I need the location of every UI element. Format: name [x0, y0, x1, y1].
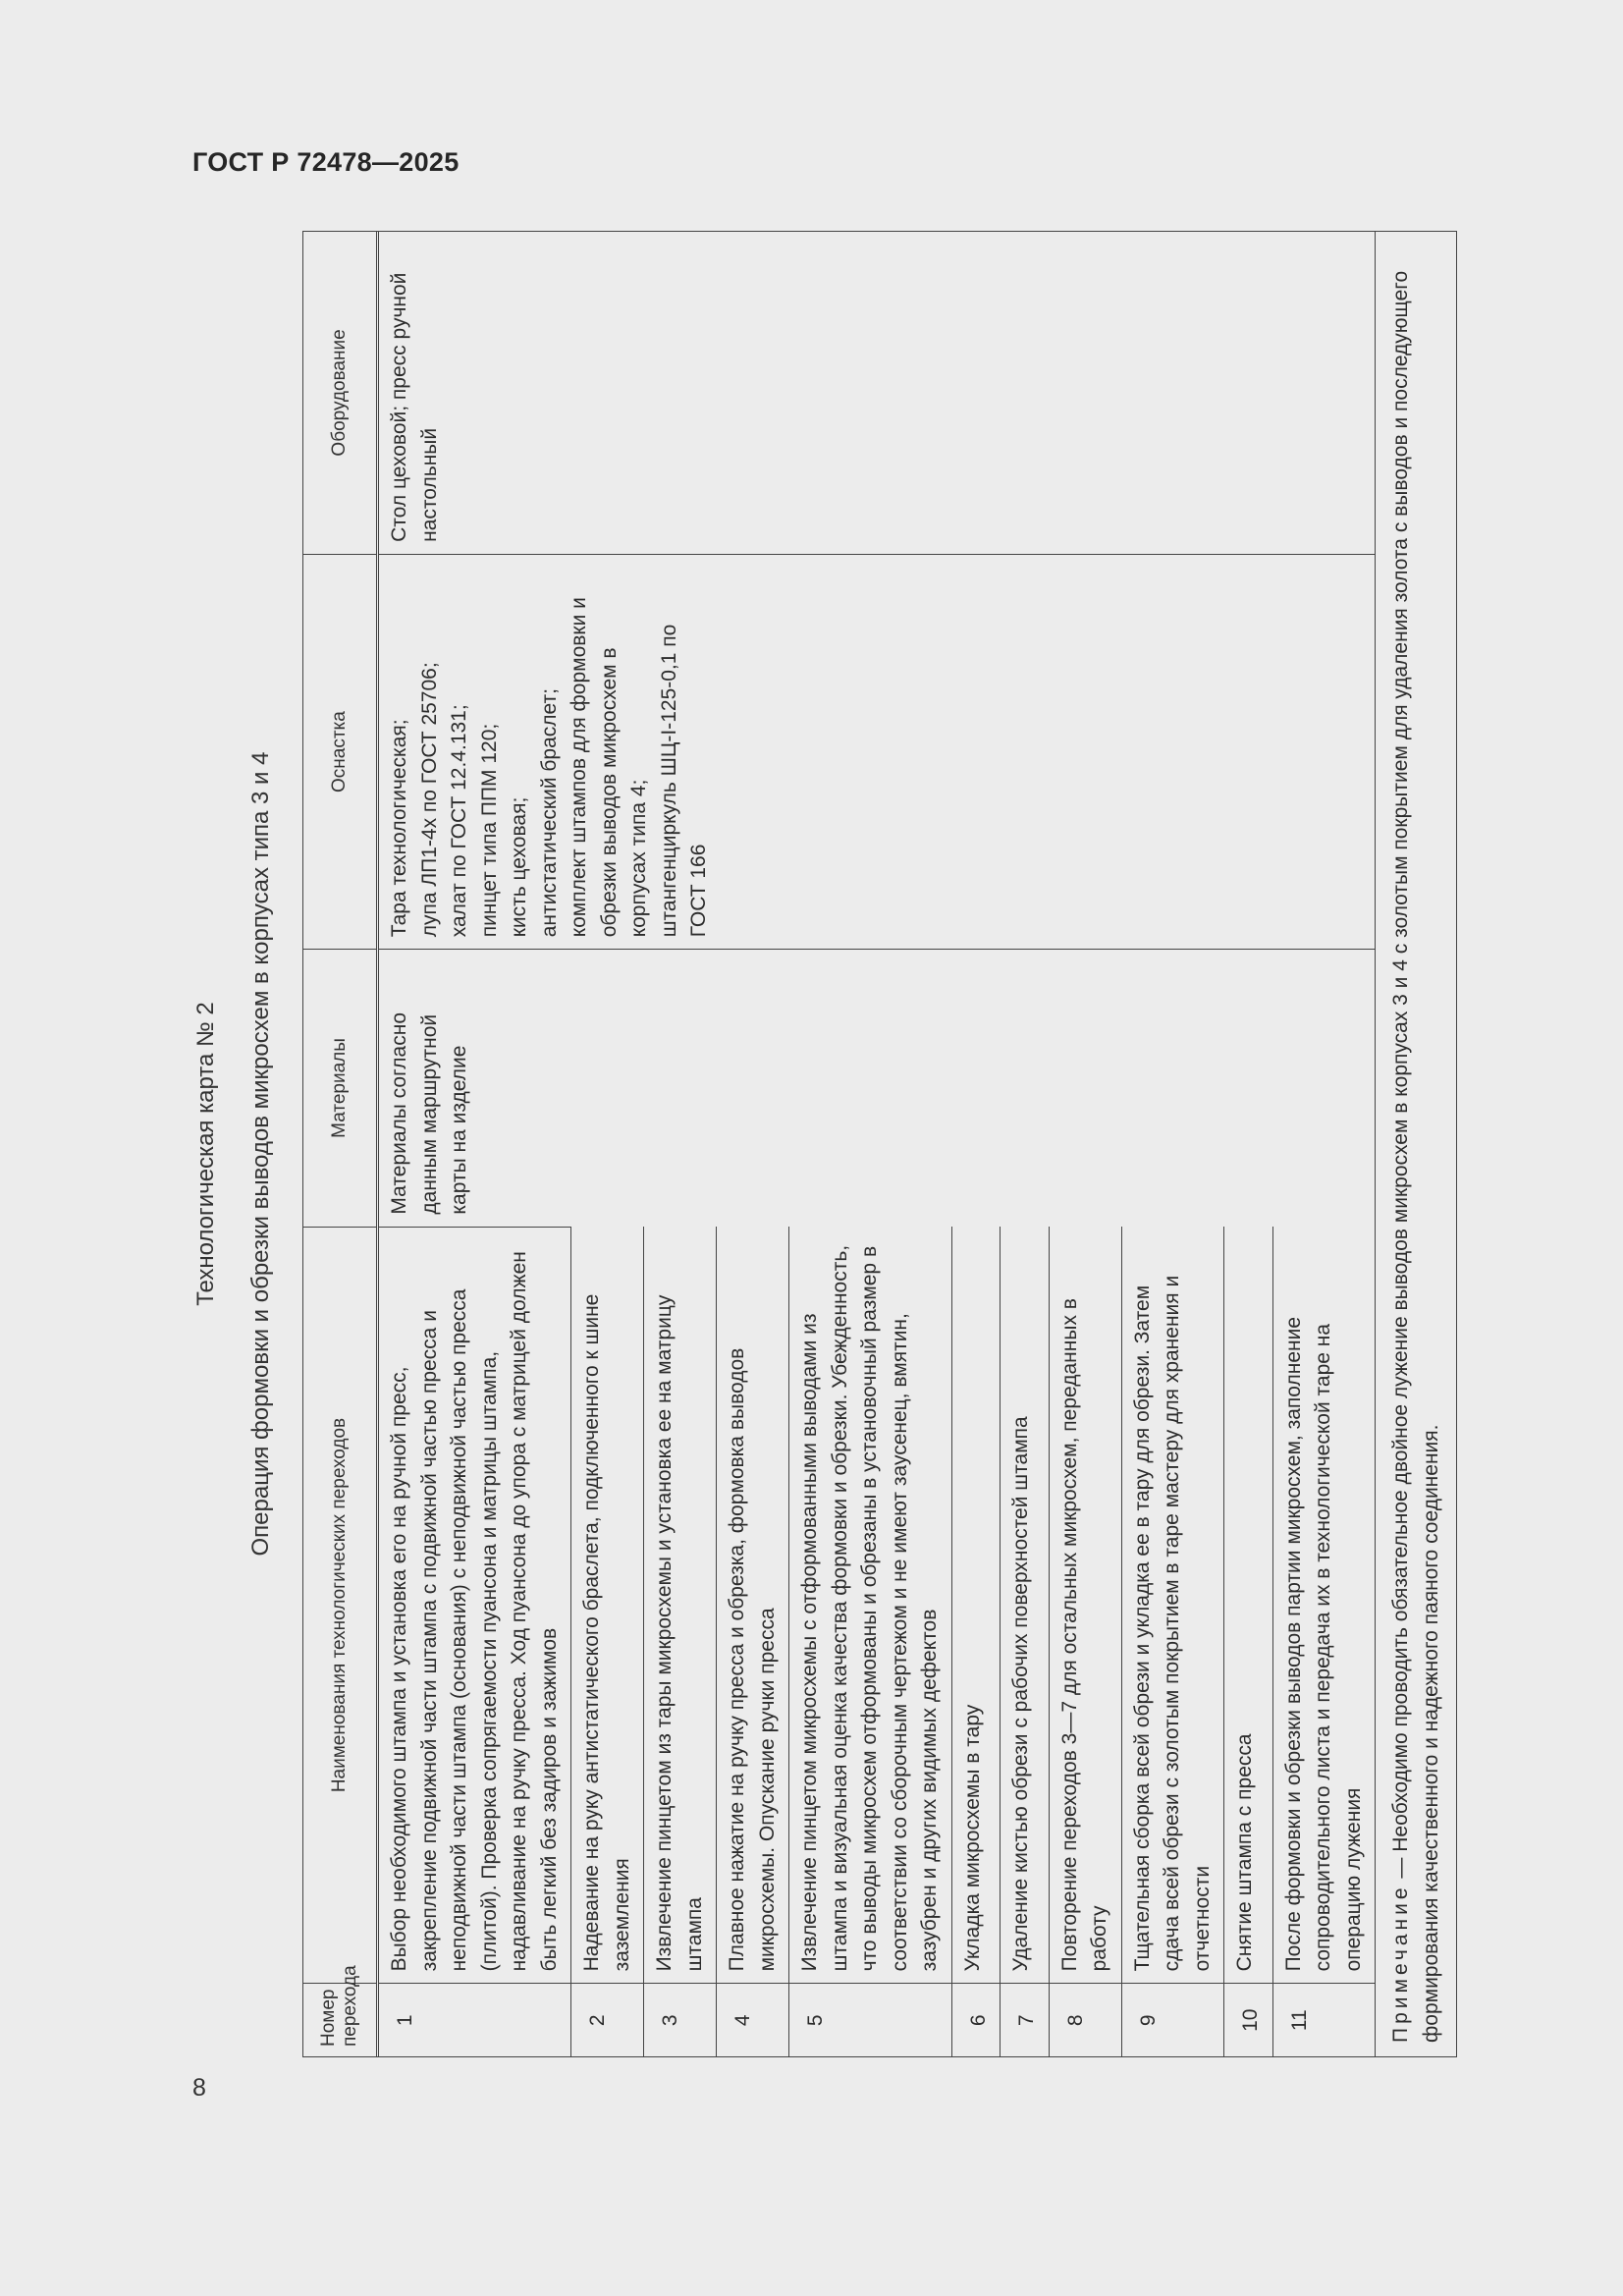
table-body [378, 232, 1376, 2056]
row-number: 3 [644, 1984, 717, 2056]
materials-cell: Материалы согласно данным маршрутной карты на изделие [378, 950, 1376, 1227]
tooling-item: пинцет типа ППМ 120; [477, 723, 501, 938]
tooling-item: антистатический браслет; [537, 688, 561, 938]
col-header-name: Наименования технологических переходов [303, 1227, 378, 1984]
tooling-item: комплект штампов для формовки и обрезки выводов микросхем в корпусах типа 4; [568, 597, 650, 938]
col-header-tooling: Оснастка [303, 554, 378, 949]
row-number: 5 [789, 1984, 952, 2056]
row-number: 11 [1272, 1984, 1376, 2056]
tooling-cell [378, 554, 1376, 949]
row-number: 6 [951, 1984, 1001, 2056]
transition-text: Выбор необходимого штампа и установка его на ручной пресс, закрепление подвижной части штампа с подвижной частью пресса и неподвижной части штампа (основания) с неподвижной частью пресса (плитой). Проверка сопрягаемости пуансона и матрицы штампа, надавливание на ручку пресса. Ход пуансона до упора с матрицей должен быть легкий без задиров и зажимов [378, 1227, 571, 1984]
table-header-row [303, 232, 378, 2056]
tooling-item: штангенциркуль ШЦ-I-125-0,1 по ГОСТ 166 [657, 624, 710, 938]
row-number: 1 [378, 1984, 571, 2056]
tooling-item: кисть цеховая; [508, 796, 530, 938]
col-header-materials: Материалы [303, 950, 378, 1227]
tooling-item: лупа ЛП1-4х по ГОСТ 25706; [417, 662, 441, 938]
transition-text: Извлечение пинцетом микросхемы с отформованными выводами из штампа и визуальная оценка качества формовки и обрезки. Убежденность, что выводы микросхем отформованы и обрезаны в установочный размер в соответствии со сборочным чертежом и не имеют заусенец, вмятин, зазубрен и других видимых дефектов [789, 1227, 952, 1984]
row-number: 2 [571, 1984, 644, 2056]
card-title: Технологическая карта № 2 [192, 1002, 219, 1306]
process-table [302, 231, 1457, 2057]
row-number: 9 [1121, 1984, 1224, 2056]
col-header-num: Номер перехода [303, 1984, 378, 2056]
note-label: Примечание [1389, 1884, 1412, 2043]
transition-text: Тщательная сборка всей обрези и укладка ее в тару для обрези. Затем сдача всей обрези с золотым покрытием в таре мастеру для хранения и отчетности [1121, 1227, 1224, 1984]
transition-text: Надевание на руку антистатического браслета, подключенного к шине заземления [571, 1227, 644, 1984]
note-text: — Необходимо проводить обязательное двойное лужение выводов микросхем в корпусах 3 и 4 с золотым покрытием для удаления золота с выводов и последующего формирования качественного и надежного паяного соединения. [1389, 270, 1442, 2043]
tooling-item: Тара технологическая; [388, 719, 410, 938]
tooling-item: халат по ГОСТ 12.4.131; [448, 704, 470, 938]
page-number: 8 [192, 2074, 206, 2102]
transition-text: Удаление кистью обрези с рабочих поверхностей штампа [1001, 1227, 1050, 1984]
row-number: 7 [1001, 1984, 1050, 2056]
document-header: ГОСТ Р 72478—2025 [192, 147, 460, 177]
col-header-equipment: Оборудование [303, 232, 378, 554]
equipment-cell: Стол цеховой; пресс ручной настольный [378, 232, 1376, 554]
transition-text: Снятие штампа с пресса [1224, 1227, 1273, 1984]
table-row [378, 232, 571, 2056]
transition-text: После формовки и обрезки выводов партии микросхем, заполнение сопроводительного листа и передача их в технологической таре на операцию лужения [1272, 1227, 1376, 1984]
transition-text: Повторение переходов 3—7 для остальных микросхем, переданных в работу [1049, 1227, 1121, 1984]
transition-text: Извлечение пинцетом из тары микросхемы и установка ее на матрицу штампа [644, 1227, 717, 1984]
transition-text: Укладка микросхемы в тару [951, 1227, 1001, 1984]
row-number: 4 [717, 1984, 789, 2056]
transition-text: Плавное нажатие на ручку пресса и обрезка, формовка выводов микросхемы. Опускание ручки пресса [717, 1227, 789, 1984]
row-number: 10 [1224, 1984, 1273, 2056]
rotated-content [192, 231, 1508, 2077]
table-note [1376, 232, 1456, 2056]
row-number: 8 [1049, 1984, 1121, 2056]
operation-title: Операция формовки и обрезки выводов микросхем в корпусах типа 3 и 4 [247, 751, 274, 1557]
